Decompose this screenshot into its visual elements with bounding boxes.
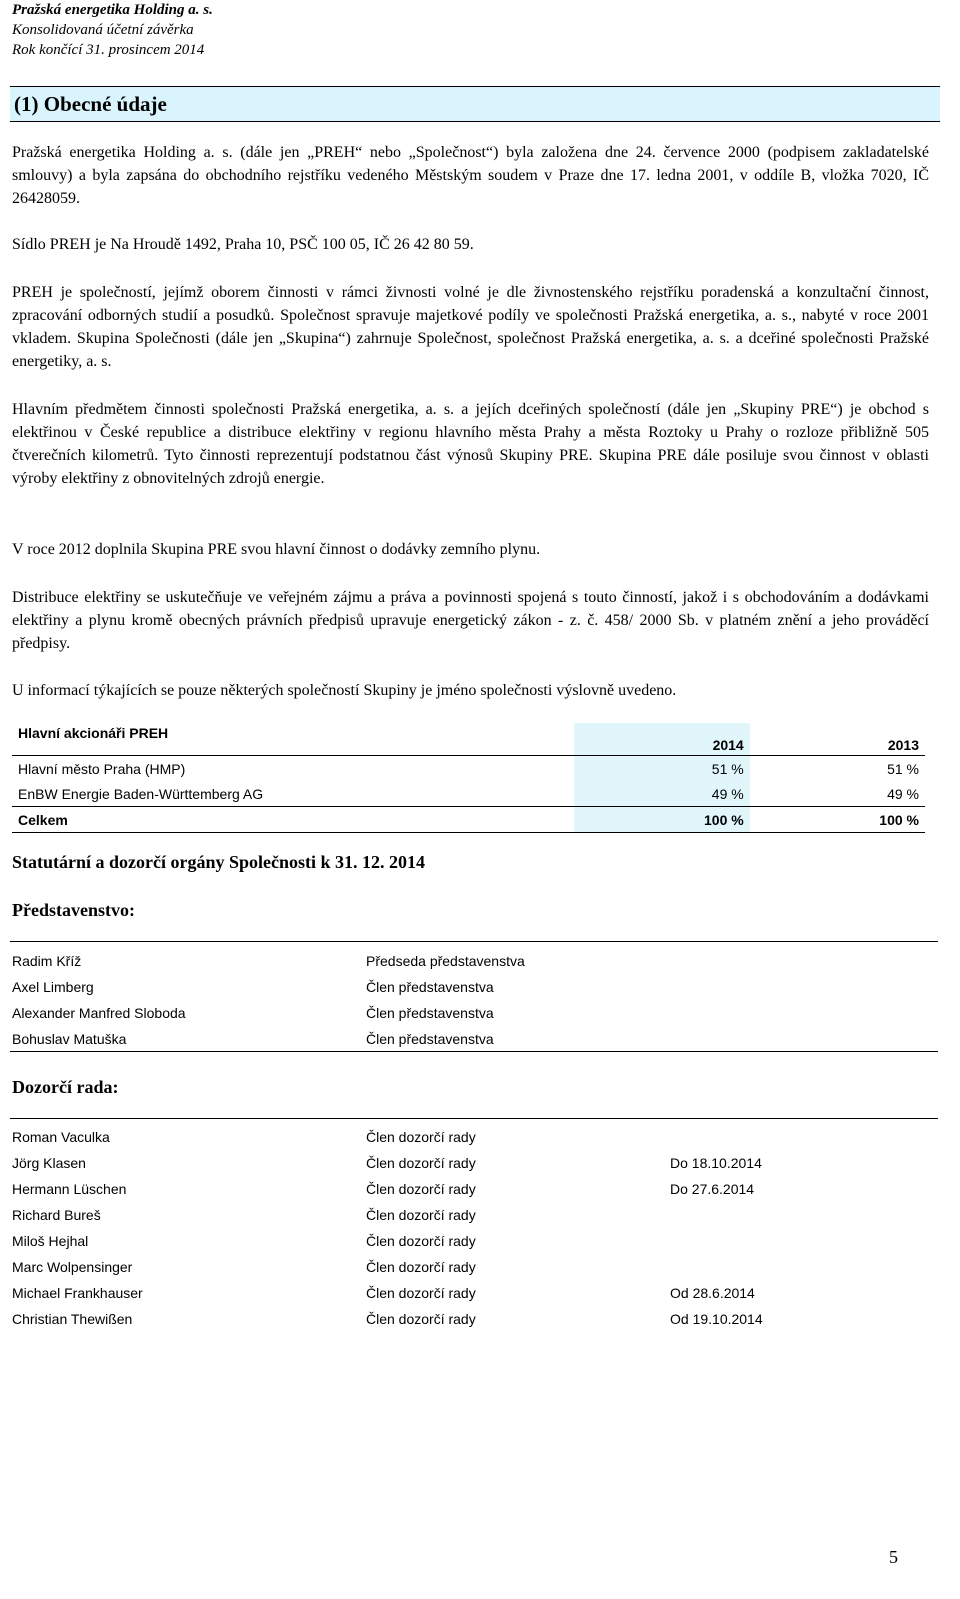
supervisory-title: Dozorčí rada: (12, 1077, 119, 1097)
total-2013: 100 % (750, 807, 925, 833)
list-item (12, 1228, 932, 1254)
member-role: Člen dozorčí rady (366, 1259, 476, 1275)
total-label: Celkem (12, 807, 574, 833)
share-2013: 49 % (887, 785, 919, 802)
list-item (12, 1124, 932, 1150)
member-date: Od 28.6.2014 (670, 1285, 755, 1301)
table-row (12, 756, 925, 782)
share-2013: 51 % (887, 760, 919, 777)
member-role: Člen představenstva (366, 1005, 494, 1021)
member-name: Alexander Manfred Sloboda (12, 1005, 186, 1021)
board-members-list (12, 948, 932, 1052)
list-item (12, 1280, 932, 1306)
list-item (12, 1150, 932, 1176)
member-name: Jörg Klasen (12, 1155, 86, 1171)
list-item (12, 948, 932, 974)
list-item (12, 1202, 932, 1228)
board-top-rule (10, 941, 938, 942)
page-number: 5 (889, 1547, 898, 1567)
member-name: Radim Kříž (12, 953, 82, 969)
member-name: Christian Thewißen (12, 1311, 133, 1327)
table-row (12, 781, 925, 807)
paragraph-activity: PREH je společností, jejímž oborem činnosti v rámci živnosti volné je dle živnostenského rejstříku poradenská a konzultační činnost, zpracování odborných studií a posudků. Společnost spravuje majetkové podíly ve společnosti Pražská energetika, a. s., nabyté v roce 2001 vkladem. Skupina Společnosti (dále jen „Skupina“) zahrnuje Společnost, společnost Pražská energetika, a. s. a dceřiné společnosti Pražské energetiky, a. s. (12, 284, 929, 370)
share-2014: 49 % (574, 781, 749, 807)
shareholder-name: Hlavní město Praha (HMP) (18, 760, 186, 777)
member-role: Člen představenstva (366, 979, 494, 995)
header-report: Konsolidovaná účetní závěrka (12, 22, 194, 38)
member-name: Bohuslav Matuška (12, 1031, 127, 1047)
header-company: Pražská energetika Holding a. s. (12, 2, 213, 18)
member-name: Axel Limberg (12, 979, 94, 995)
member-role: Člen dozorčí rady (366, 1181, 476, 1197)
paragraph-gas: V roce 2012 doplnila Skupina PRE svou hlavní činnost o dodávky zemního plynu. (12, 541, 541, 558)
paragraph-note: U informací týkajících se pouze některých společností Skupiny je jméno společnosti výslovně uvedeno. (12, 682, 677, 699)
header-year-2013: 2013 (750, 723, 925, 756)
supervisory-top-rule (10, 1118, 938, 1119)
member-role: Člen dozorčí rady (366, 1155, 476, 1171)
header-shareholders: Hlavní akcionáři PREH (12, 723, 574, 756)
member-role: Člen dozorčí rady (366, 1129, 476, 1145)
member-name: Marc Wolpensinger (12, 1259, 133, 1275)
share-2014: 51 % (574, 756, 749, 782)
list-item (12, 1306, 932, 1332)
member-name: Richard Bureš (12, 1207, 101, 1223)
member-name: Roman Vaculka (12, 1129, 110, 1145)
member-role: Člen dozorčí rady (366, 1207, 476, 1223)
section-title: (1) Obecné údaje (14, 92, 167, 116)
list-item (12, 974, 932, 1000)
shareholder-name: EnBW Energie Baden-Württemberg AG (18, 785, 264, 802)
table-total-row (12, 807, 925, 833)
list-item (12, 1176, 932, 1202)
member-role: Člen představenstva (366, 1031, 494, 1047)
paragraph-founding: Pražská energetika Holding a. s. (dále jen „PREH“ nebo „Společnost“) byla založena dne 24. července 2000 (podpisem zakladatelské smlouvy) a byla zapsána do obchodního rejstříku vedeného Městským soudem v Praze dne 17. ledna 2001, v oddíle B, vložka 7020, IČ 26428059. (12, 144, 929, 207)
member-role: Člen dozorčí rady (366, 1285, 476, 1301)
table-header-row (12, 723, 925, 756)
board-title: Představenstvo: (12, 900, 135, 920)
member-role: Předseda představenstva (366, 953, 525, 969)
member-date: Do 18.10.2014 (670, 1155, 762, 1171)
board-bottom-rule (10, 1051, 938, 1052)
member-name: Hermann Lüschen (12, 1181, 127, 1197)
paragraph-distribution: Distribuce elektřiny se uskutečňuje ve veřejném zájmu a práva a povinnosti spojená s touto činností, jakož i s obchodováním a dodávkami elektřiny a plynu kromě obecných právních předpisů upravuje energetický zákon - z. č. 458/ 2000 Sb. v platném znění a jeho prováděcí předpisy. (12, 589, 929, 652)
bodies-title: Statutární a dozorčí orgány Společnosti k 31. 12. 2014 (12, 852, 426, 872)
running-header (12, 0, 213, 60)
header-year-2014: 2014 (574, 723, 749, 756)
list-item (12, 1254, 932, 1280)
header-period: Rok končící 31. prosincem 2014 (12, 42, 205, 58)
member-date: Do 27.6.2014 (670, 1181, 755, 1197)
member-date: Od 19.10.2014 (670, 1311, 763, 1327)
member-role: Člen dozorčí rady (366, 1233, 476, 1249)
total-2014: 100 % (574, 807, 749, 833)
supervisory-members-list (12, 1124, 932, 1332)
shareholders-table (12, 723, 925, 833)
paragraph-seat: Sídlo PREH je Na Hroudě 1492, Praha 10, PSČ 100 05, IČ 26 42 80 59. (12, 236, 474, 253)
paragraph-main-business: Hlavním předmětem činnosti společnosti Pražská energetika, a. s. a jejích dceřiných společností (dále jen „Skupiny PRE“) je obchod s elektřinou v České republice a distribuce elektřiny v regionu hlavního města Prahy a města Roztoky u Prahy o rozloze přibližně 505 čtverečních kilometrů. Tyto činnosti reprezentují podstatnou část výnosů Skupiny PRE. Skupina PRE dále posiluje svou činnost v oblasti výroby elektřiny z obnovitelných zdrojů energie. (12, 401, 929, 487)
member-role: Člen dozorčí rady (366, 1311, 476, 1327)
list-item (12, 1026, 932, 1052)
member-name: Miloš Hejhal (12, 1233, 89, 1249)
section-heading-bar (10, 86, 940, 122)
member-name: Michael Frankhauser (12, 1285, 143, 1301)
list-item (12, 1000, 932, 1026)
